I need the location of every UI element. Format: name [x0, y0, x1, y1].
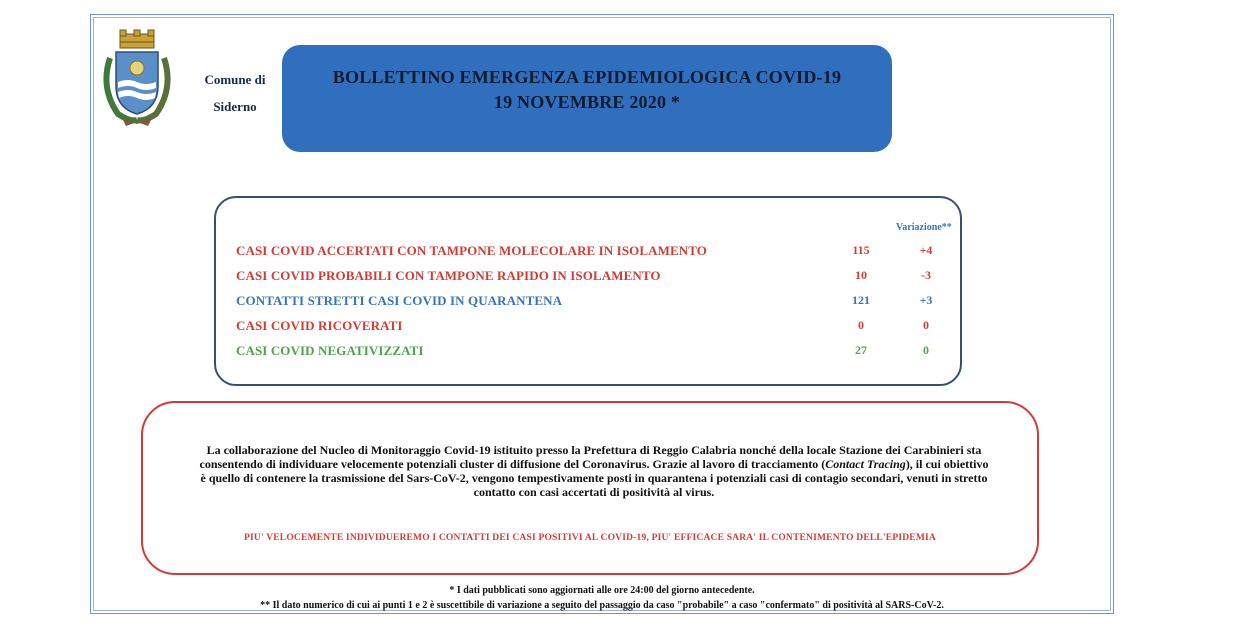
- stats-row-label: CASI COVID ACCERTATI CON TAMPONE MOLECOLARE IN ISOLAMENTO: [236, 243, 708, 258]
- info-paragraph-italic: Contact Tracing: [825, 457, 906, 471]
- footnote-1: * I dati pubblicati sono aggiornati alle ore 24:00 del giorno antecedente.: [449, 585, 755, 596]
- stats-row-value: 27: [855, 343, 867, 357]
- info-panel: [141, 401, 1039, 575]
- info-paragraph: [199, 443, 989, 499]
- stats-row-value: 121: [852, 293, 870, 307]
- municipality-line1: Comune di: [204, 72, 266, 87]
- stats-row-label: CASI COVID RICOVERATI: [236, 318, 403, 333]
- info-paragraph-part1: La collaborazione del Nucleo di Monitoraggio Covid-19 istituito presso la Prefettura di Reggio Calabria nonché della locale Stazione dei Carabinieri sta consentendo di individuare velocemente potenziali cluster di diffusione del Coronavirus. Grazie al lavoro di tracciamento (: [199, 443, 982, 471]
- stats-panel: [214, 196, 962, 386]
- bulletin-date: 19 NOVEMBRE 2020 *: [493, 91, 681, 112]
- stats-row: [216, 293, 960, 313]
- stats-row: [216, 343, 960, 363]
- municipality-line2: Siderno: [213, 99, 257, 114]
- stats-row-label: CASI COVID PROBABILI CON TAMPONE RAPIDO IN ISOLAMENTO: [236, 268, 661, 283]
- stats-row-variation: +3: [919, 293, 933, 307]
- stats-row-variation: +4: [919, 243, 933, 257]
- variation-header: Variazione**: [896, 222, 952, 233]
- stats-row: [216, 268, 960, 288]
- stats-row-label: CONTATTI STRETTI CASI COVID IN QUARANTENA: [236, 293, 563, 308]
- stats-row-label: CASI COVID NEGATIVIZZATI: [236, 343, 424, 358]
- stats-row-value: 10: [855, 268, 867, 282]
- stats-row-variation: 0: [923, 318, 929, 332]
- stats-row: [216, 243, 960, 263]
- bulletin-title: BOLLETTINO EMERGENZA EPIDEMIOLOGICA COVID-19: [332, 66, 842, 87]
- footnote-2: ** Il dato numerico di cui ai punti 1 e 2 è suscettibile di variazione a seguito del passaggio da caso "probabile" a caso "confermato" di positività al SARS-CoV-2.: [260, 600, 944, 611]
- stats-row-variation: -3: [921, 268, 931, 282]
- municipality-name: [196, 66, 274, 120]
- stats-row-value: 0: [858, 318, 864, 332]
- slogan: PIU' VELOCEMENTE INDIVIDUEREMO I CONTATTI DEI CASI POSITIVI AL COVID-19, PIU' EFFICACE SARA' IL CONTENIMENTO DELL'EPIDEMIA: [244, 533, 936, 543]
- siderno-coat-of-arms-icon: [98, 28, 176, 128]
- stats-row-value: 115: [852, 243, 870, 257]
- bulletin-title-box: [282, 45, 892, 152]
- stats-row: [216, 318, 960, 338]
- info-paragraph-part2: ), il cui obiettivo è quello di contenere la trasmissione del Sars-CoV-2, vengono tempestivamente posti in quarantena i potenziali casi di contagio secondari, venuti in stretto contatto con casi accertati di positività al virus.: [200, 457, 989, 499]
- stats-row-variation: 0: [923, 343, 929, 357]
